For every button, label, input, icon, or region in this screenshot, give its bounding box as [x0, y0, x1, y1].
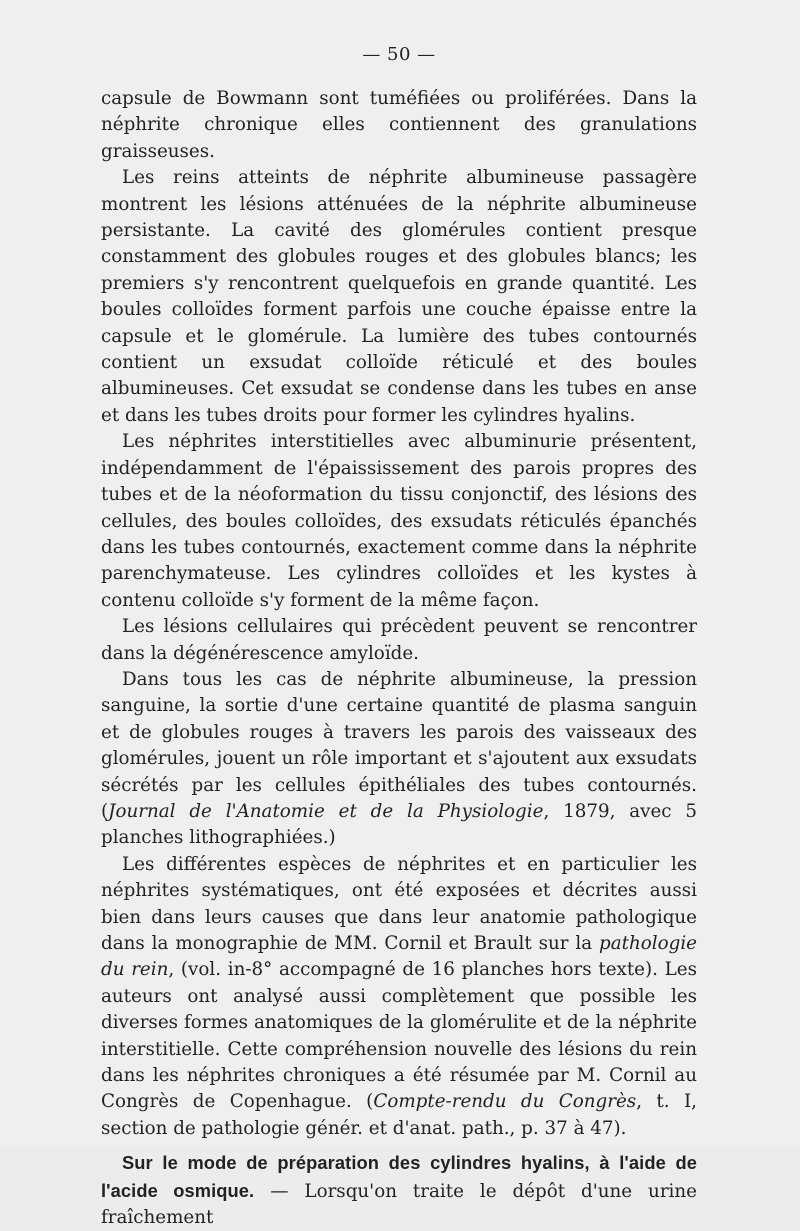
paragraph-monographie — [101, 852, 697, 1142]
paragraph-text: Dans tous les cas de néphrite albumineuse, la pression sanguine, la sortie d'une certaine quantité de plasma sanguin et de globules rouges à travers les parois des vaisseaux des glomérules, jouent un rôle important et s'ajoutent aux exsudats sécrétés par les cellules épithéliales des tubes contournés. ( — [101, 668, 697, 822]
paragraph-cylindres-hyalins — [101, 1150, 697, 1231]
paragraph-text: , t. I, section de pathologie génér. et d'anat. path., p. 37 à 47). — [101, 1091, 697, 1139]
paragraph-text: Les différentes espèces de néphrites et en particulier les néphrites systématiques, ont été exposées et décrites aussi bien dans leurs causes que dans leur anatomie pathologique dans la monographie de MM. Cornil et Brault sur la — [101, 853, 697, 954]
section-heading: Sur le mode de préparation des cylindres hyalins, à l'aide de l'acide osmique. — [101, 1152, 697, 1201]
book-title: pathologie du rein — [101, 933, 697, 981]
paragraph-degenerescence-amyloide: Les lésions cellulaires qui précèdent peuvent se rencontrer dans la dégénérescence amyloïde. — [101, 616, 697, 664]
paragraph-text: , 1879, avec 5 planches lithographiées.) — [101, 800, 698, 849]
paragraph-text: — Lorsqu'on traite le dépôt d'une urine fraîchement — [101, 1180, 698, 1229]
paragraph-continuation: capsule de Bowmann sont tuméfiées ou proliférées. Dans la néphrite chronique elles contiennent des granulations graisseuses. — [101, 88, 697, 162]
paragraph-text: , (vol. in-8° accompagné de 16 planches hors texte). Les auteurs ont analysé aussi complètement que possible les diverses formes anatomiques de la glomérulite et de la néphrite interstitielle. Cette compréhension nouvelle des lésions du rein dans les néphrites chroniques a été résumée par M. Cornil au Congrès de Copenhague. ( — [101, 959, 697, 1113]
paragraph-pression-sanguine — [101, 667, 697, 852]
paragraph-nephrite-passagere: Les reins atteints de néphrite albumineuse passagère montrent les lésions atténuées de la néphrite albumineuse persistante. La cavité des glomérules contient presque constamment des globules rouges et des globules blancs; les premiers s'y rencontrent quelquefois en grande quantité. Les boules colloïdes forment parfois une couche épaisse entre la capsule et le glomérule. La lumière des tubes contournés contient un exsudat colloïde réticulé et des boules albumineuses. Cet exsudat se condense dans les tubes en anse et dans les tubes droits pour former les cylindres hyalins. — [101, 167, 697, 426]
congress-title: Compte-rendu du Congrès — [373, 1091, 637, 1113]
journal-title: Journal de l'Anatomie et de la Physiologie — [108, 800, 544, 822]
body-text — [101, 86, 697, 1231]
paragraph-nephrites-interstitielles: Les néphrites interstitielles avec albuminurie présentent, indépendamment de l'épaississement des parois propres des tubes et de la néoformation du tissu conjonctif, des lésions des cellules, des boules colloïdes, des exsudats réticulés épanchés dans les tubes contournés, exactement comme dans la néphrite parenchymateuse. Les cylindres colloïdes et les kystes à contenu colloïde s'y forment de la même façon. — [101, 431, 697, 611]
page-number: — 50 — — [362, 44, 436, 65]
